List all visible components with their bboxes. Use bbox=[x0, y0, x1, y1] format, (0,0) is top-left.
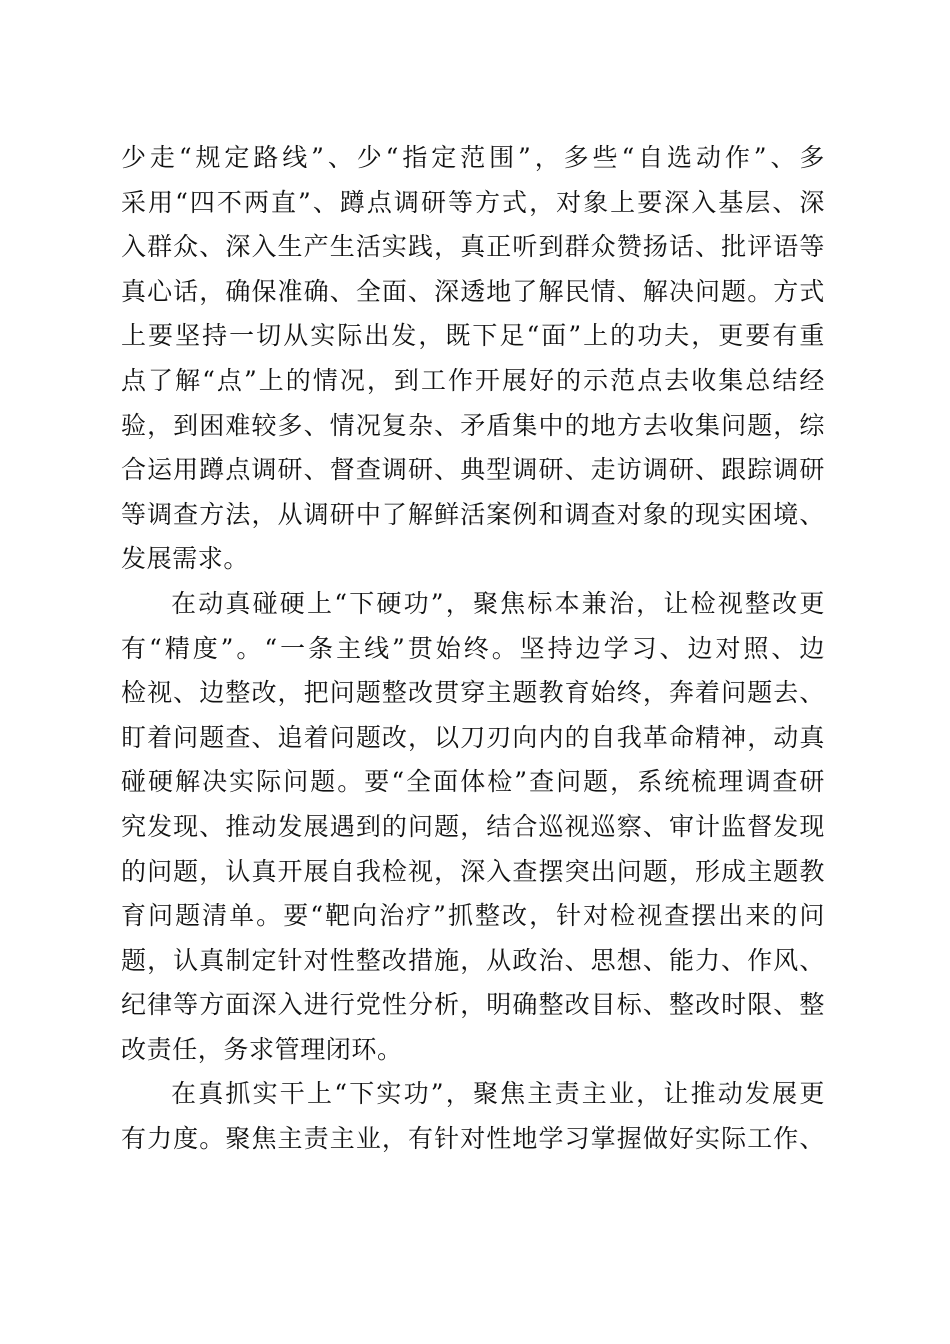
text-line: 合运用蹲点调研、督查调研、典型调研、走访调研、跟踪调研 bbox=[121, 455, 825, 485]
text-line: 的问题，认真开展自我检视，深入查摆突出问题，形成主题教 bbox=[121, 856, 825, 886]
text-line: 入群众、深入生产生活实践，真正听到群众赞扬话、批评语等 bbox=[121, 232, 825, 262]
text-line: 碰硬解决实际问题。要“全面体检”查问题，系统梳理调查研 bbox=[121, 767, 825, 797]
text-line: 发展需求。 bbox=[121, 544, 250, 574]
text-line: 题，认真制定针对性整改措施，从政治、思想、能力、作风、 bbox=[121, 945, 825, 975]
text-line: 纪律等方面深入进行党性分析，明确整改目标、整改时限、整 bbox=[121, 990, 825, 1020]
paragraph-first-line: 在动真碰硬上“下硬功”，聚焦标本兼治，让检视整改更 bbox=[171, 588, 825, 618]
text-line: 有力度。聚焦主责主业，有针对性地学习掌握做好实际工作、 bbox=[121, 1124, 825, 1154]
body-text bbox=[121, 136, 825, 1162]
text-line: 有“精度”。“一条主线”贯始终。坚持边学习、边对照、边 bbox=[121, 633, 825, 663]
text-line: 究发现、推动发展遇到的问题，结合巡视巡察、审计监督发现 bbox=[121, 811, 825, 841]
text-line: 上要坚持一切从实际出发，既下足“面”上的功夫，更要有重 bbox=[121, 321, 825, 351]
text-line: 点了解“点”上的情况，到工作开展好的示范点去收集总结经 bbox=[121, 365, 825, 395]
text-line: 验，到困难较多、情况复杂、矛盾集中的地方去收集问题，综 bbox=[121, 410, 825, 440]
text-line: 采用“四不两直”、蹲点调研等方式，对象上要深入基层、深 bbox=[121, 187, 825, 217]
text-line: 育问题清单。要“靶向治疗”抓整改，针对检视查摆出来的问 bbox=[121, 901, 825, 931]
text-line: 改责任，务求管理闭环。 bbox=[121, 1034, 403, 1064]
paragraph-first-line: 在真抓实干上“下实功”，聚焦主责主业，让推动发展更 bbox=[171, 1079, 825, 1109]
text-line: 盯着问题查、追着问题改，以刀刃向内的自我革命精神，动真 bbox=[121, 722, 825, 752]
text-line: 少走“规定路线”、少“指定范围”，多些“自选动作”、多 bbox=[121, 143, 825, 172]
text-line: 等调查方法，从调研中了解鲜活案例和调查对象的现实困境、 bbox=[121, 499, 825, 529]
text-line: 检视、边整改，把问题整改贯穿主题教育始终，奔着问题去、 bbox=[121, 678, 825, 708]
text-line: 真心话，确保准确、全面、深透地了解民情、解决问题。方式 bbox=[121, 276, 825, 306]
